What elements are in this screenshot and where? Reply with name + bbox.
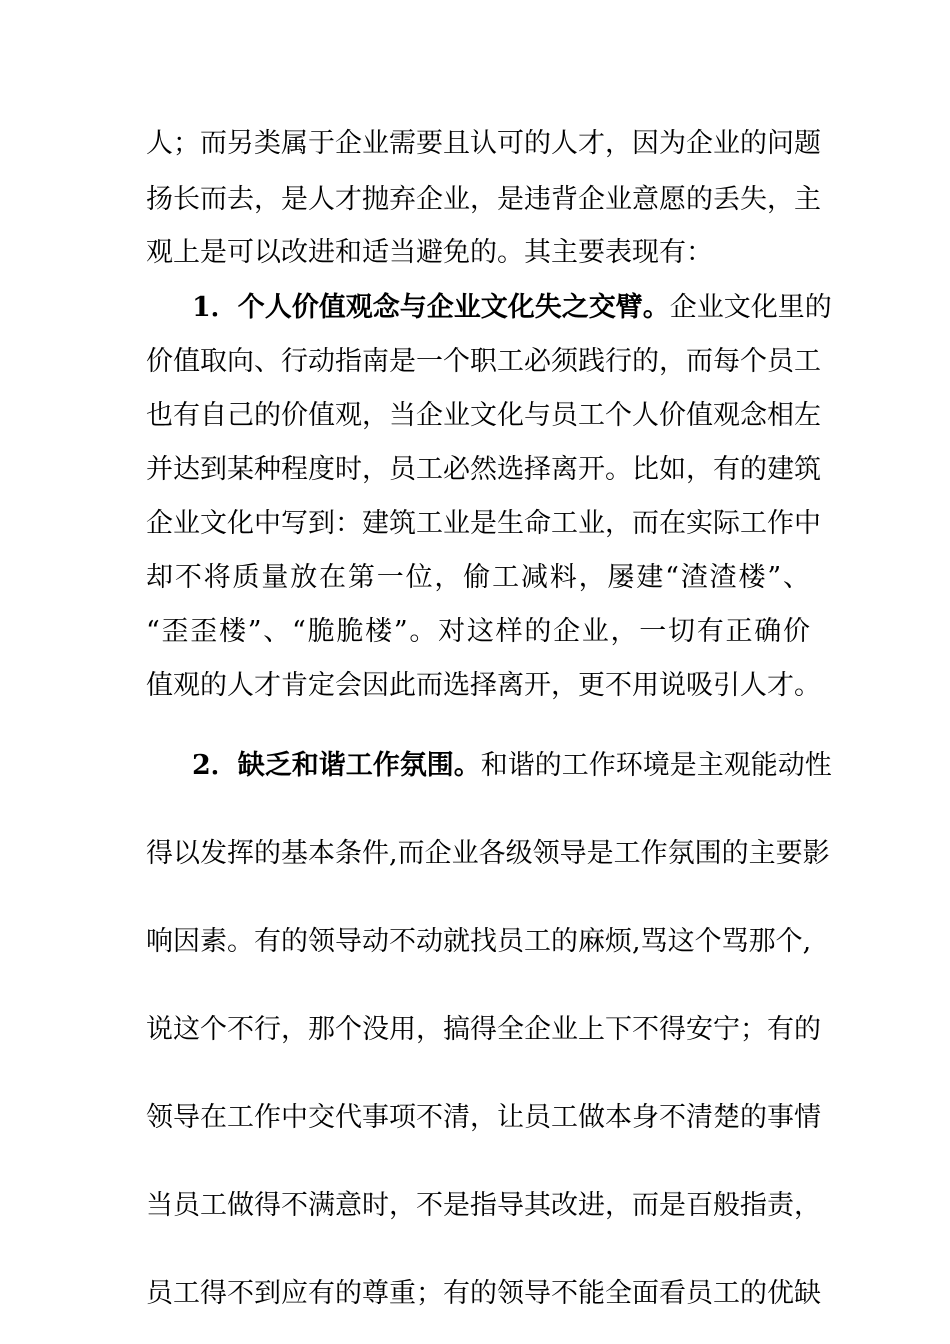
section-1-line-5: 企业文化中写到：建筑工业是生命工业，而在实际工作中 — [146, 508, 821, 539]
section-2-line-4: 说这个不行，那个没用，搞得全企业上下不得安宁；有的 — [146, 1014, 821, 1045]
section-2-line-3: 响因素。有的领导动不动就找员工的麻烦,骂这个骂那个, — [146, 926, 812, 957]
section-2-heading: 2．缺乏和谐工作氛围。 — [192, 750, 481, 781]
intro-line-1: 人；而另类属于企业需要且认可的人才，因为企业的问题 — [146, 128, 821, 159]
section-1-line-8: 值观的人才肯定会因此而选择离开，更不用说吸引人才。 — [146, 670, 821, 701]
section-1-heading: 1．个人价值观念与企业文化失之交臂。 — [192, 292, 670, 323]
section-1-line-3: 也有自己的价值观，当企业文化与员工个人价值观念相左 — [146, 400, 821, 431]
intro-line-2: 扬长而去，是人才抛弃企业，是违背企业意愿的丢失，主 — [146, 184, 821, 215]
section-1-line-6: 却不将质量放在第一位，偷工减料，屡建“渣渣楼”、 — [146, 562, 810, 593]
section-2-first-line — [192, 746, 832, 786]
section-1-first-line-rest: 企业文化里的 — [669, 292, 832, 323]
section-1-line-4: 并达到某种程度时，员工必然选择离开。比如，有的建筑 — [146, 454, 821, 485]
intro-line-3: 观上是可以改进和适当避免的。其主要表现有： — [146, 237, 713, 268]
section-1-first-line — [192, 288, 832, 328]
section-2-line-2: 得以发挥的基本条件,而企业各级领导是工作氛围的主要影 — [146, 838, 830, 869]
section-2-first-line-rest: 和谐的工作环境是主观能动性 — [480, 750, 832, 781]
section-2-line-5: 领导在工作中交代事项不清，让员工做本身不清楚的事情 — [146, 1102, 821, 1133]
section-2-line-7: 员工得不到应有的尊重；有的领导不能全面看员工的优缺 — [146, 1278, 821, 1309]
section-1-line-7: “歪歪楼”、“脆脆楼”。对这样的企业，一切有正确价 — [146, 616, 810, 647]
section-2-line-6: 当员工做得不满意时，不是指导其改进，而是百般指责， — [146, 1190, 821, 1221]
section-1-line-2: 价值取向、行动指南是一个职工必须践行的，而每个员工 — [146, 346, 821, 377]
